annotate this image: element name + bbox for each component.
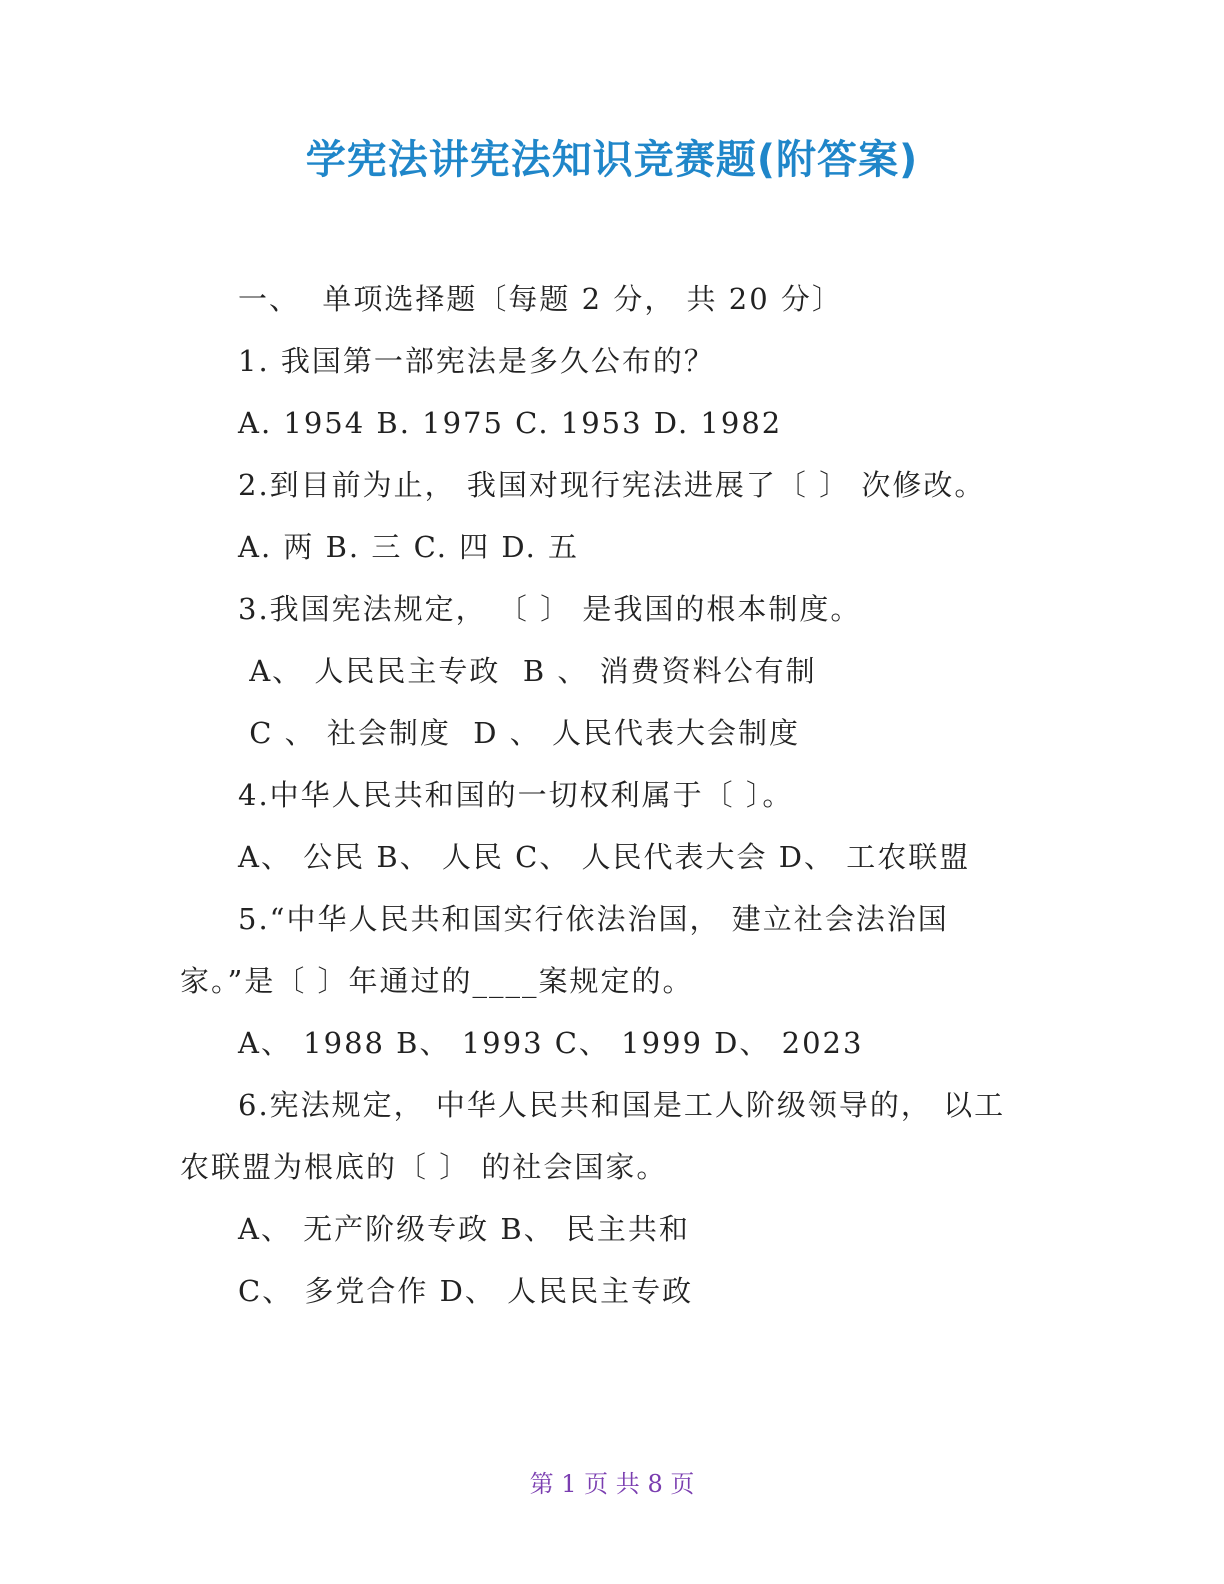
options-3-line-2: C 、 社会制度 D 、 人民代表大会制度 bbox=[238, 716, 800, 750]
question-2: 2.到目前为止， 我国对现行宪法进展了〔 〕 次修改。 bbox=[238, 468, 986, 502]
options-6-line-2: C、 多党合作 D、 人民民主专政 bbox=[238, 1274, 694, 1308]
question-6-line-2: 农联盟为根底的〔 〕 的社会国家。 bbox=[180, 1150, 668, 1184]
options-6-line-1: A、 无产阶级专政 B、 民主共和 bbox=[238, 1212, 690, 1246]
section-heading: 一、 单项选择题〔每题 2 分， 共 20 分〕 bbox=[238, 282, 843, 316]
options-5: A、 1988 B、 1993 C、 1999 D、 2023 bbox=[238, 1026, 864, 1060]
question-1: 1. 我国第一部宪法是多久公布的？ bbox=[238, 344, 715, 378]
question-3: 3.我国宪法规定， 〔 〕 是我国的根本制度。 bbox=[238, 592, 862, 626]
question-5-line-2: 家。”是〔 〕年通过的____案规定的。 bbox=[180, 964, 694, 998]
options-3-line-1: A、 人民民主专政 B 、 消费资料公有制 bbox=[238, 654, 817, 688]
question-4: 4.中华人民共和国的一切权利属于〔 〕。 bbox=[238, 778, 794, 812]
options-1: A. 1954 B. 1975 C. 1953 D. 1982 bbox=[238, 406, 783, 440]
page-indicator: 第 1 页 共 8 页 bbox=[529, 1470, 695, 1498]
options-2: A. 两 B. 三 C. 四 D. 五 bbox=[238, 530, 580, 564]
options-4: A、 公民 B、 人民 C、 人民代表大会 D、 工农联盟 bbox=[238, 840, 971, 874]
question-5-line-1: 5.“中华人民共和国实行依法治国， 建立社会法治国 bbox=[238, 902, 949, 936]
document-title: 学宪法讲宪法知识竞赛题(附答案) bbox=[305, 137, 919, 183]
question-6-line-1: 6.宪法规定， 中华人民共和国是工人阶级领导的， 以工 bbox=[238, 1088, 1006, 1122]
